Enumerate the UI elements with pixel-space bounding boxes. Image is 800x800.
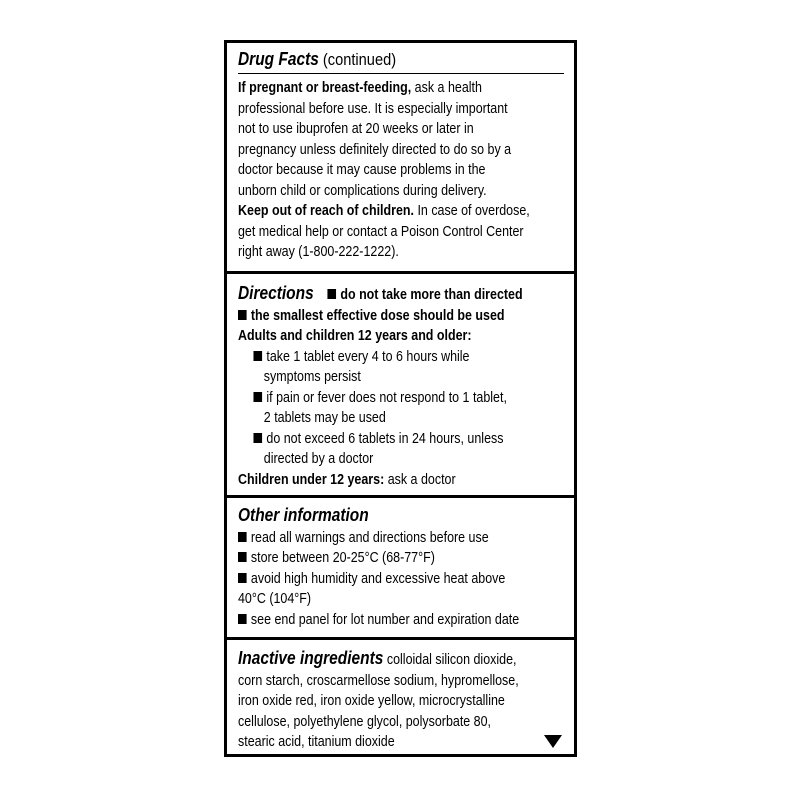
square-bullet-icon xyxy=(327,289,336,299)
children-heading: Children under 12 years: xyxy=(238,471,385,488)
text: ask a doctor xyxy=(384,471,456,488)
text: take 1 tablet every 4 to 6 hours while xyxy=(266,348,470,365)
children-line xyxy=(238,470,518,491)
directions-heading-line xyxy=(238,283,523,306)
adults-heading: Adults and children 12 years and older: xyxy=(238,328,472,344)
section-other-information xyxy=(227,505,574,630)
section-drug-facts xyxy=(227,49,574,263)
text: avoid high humidity and excessive heat above xyxy=(250,570,506,587)
text-line: unborn child or complications during delivery. xyxy=(238,182,487,199)
square-bullet-icon xyxy=(238,573,247,583)
text-line: 2 tablets may be used xyxy=(263,410,386,426)
directions-title: Directions xyxy=(238,283,314,303)
text: ask a health xyxy=(411,80,482,96)
text-line: symptoms persist xyxy=(263,369,361,385)
direction-line xyxy=(238,306,518,327)
section-divider xyxy=(227,271,574,274)
text-line: iron oxide red, iron oxide yellow, microcrystalline xyxy=(238,693,505,709)
triangle-down-icon xyxy=(544,735,562,748)
square-bullet-icon xyxy=(238,310,247,320)
text: see end panel for lot number and expiration date xyxy=(250,611,520,628)
text: if pain or fever does not respond to 1 tablet, xyxy=(266,389,507,406)
text-line: pregnancy unless definitely directed to do so by a xyxy=(238,141,512,158)
list-item xyxy=(238,347,518,368)
section-divider xyxy=(227,637,574,640)
list-item xyxy=(238,610,518,631)
title-rule xyxy=(238,73,564,75)
list-item xyxy=(238,388,518,409)
drug-facts-title: Drug Facts xyxy=(238,49,319,69)
keep-out-heading: Keep out of reach of children. xyxy=(238,203,414,219)
text-line: professional before use. It is especially important xyxy=(238,100,508,117)
section-title xyxy=(238,505,518,528)
inactive-ingredients-title: Inactive ingredients xyxy=(238,648,384,668)
text-line: 40°C (104°F) xyxy=(238,591,312,607)
square-bullet-icon xyxy=(253,433,262,443)
other-info-title: Other information xyxy=(238,505,369,525)
section-inactive-ingredients xyxy=(227,648,574,753)
square-bullet-icon xyxy=(238,532,247,542)
text-line xyxy=(238,201,530,222)
section-title xyxy=(238,49,518,72)
text: do not exceed 6 tablets in 24 hours, unless xyxy=(266,430,504,447)
list-item xyxy=(238,548,518,569)
text-line: get medical help or contact a Poison Control Center xyxy=(238,223,524,240)
text-line: doctor because it may cause problems in the xyxy=(238,162,486,178)
square-bullet-icon xyxy=(238,614,247,624)
text-line: right away (1-800-222-1222). xyxy=(238,244,399,260)
text: store between 20-25°C (68-77°F) xyxy=(250,550,435,566)
text-line: corn starch, croscarmellose sodium, hypromellose, xyxy=(238,672,519,689)
square-bullet-icon xyxy=(238,552,247,562)
text: colloidal silicon dioxide, xyxy=(383,652,517,668)
text-line: cellulose, polyethylene glycol, polysorbate 80, xyxy=(238,713,492,730)
text-line: directed by a doctor xyxy=(263,451,374,467)
pregnant-heading: If pregnant or breast-feeding, xyxy=(238,80,412,96)
text-line: stearic acid, titanium dioxide xyxy=(238,734,395,750)
text-line: not to use ibuprofen at 20 weeks or later in xyxy=(238,121,474,137)
square-bullet-icon xyxy=(253,392,262,402)
list-item xyxy=(238,569,518,590)
title-suffix: (continued) xyxy=(318,50,397,69)
list-item xyxy=(238,429,518,450)
direction-item: the smallest effective dose should be used xyxy=(250,307,505,324)
ingredients-heading-line xyxy=(238,648,518,671)
square-bullet-icon xyxy=(253,351,262,361)
section-directions xyxy=(227,283,574,490)
list-item xyxy=(238,528,518,549)
text-line xyxy=(238,78,518,99)
text: In case of overdose, xyxy=(413,203,530,219)
text: read all warnings and directions before use xyxy=(250,529,489,546)
direction-item: do not take more than directed xyxy=(340,287,523,303)
section-divider xyxy=(227,495,574,498)
drug-facts-panel xyxy=(224,40,577,757)
